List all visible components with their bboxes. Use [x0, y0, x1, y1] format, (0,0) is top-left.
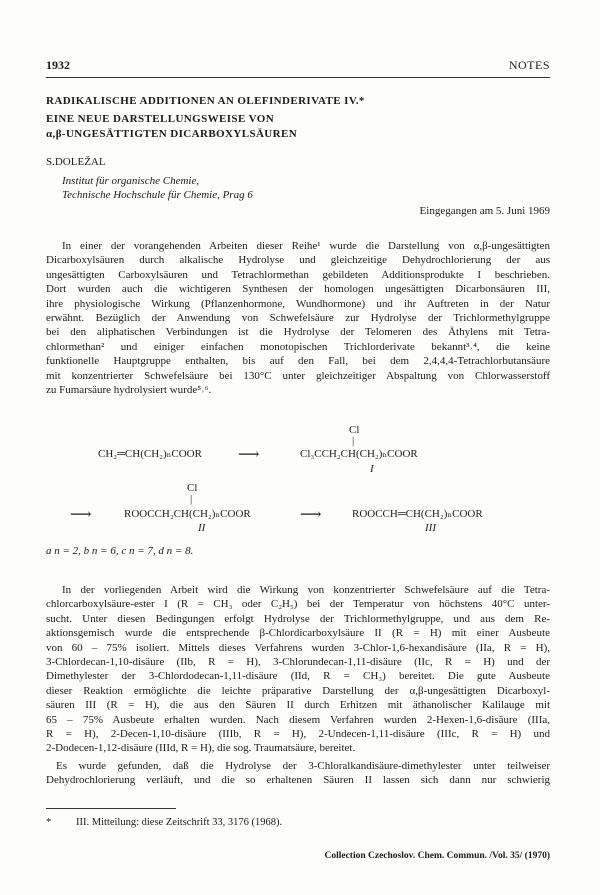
- product-II-formula: ROOCCH₂CH(CH₂)ₙCOOR: [124, 508, 251, 520]
- text-line: ungesättigten Carboxylsäuren und Tetrachlormethan gebildeten Additionsprodukte I beschrieben.: [46, 268, 550, 281]
- product-III-formula: ROOCCH═CH(CH₂)ₙCOOR: [352, 508, 483, 520]
- text-line: Es wurde gefunden, daß die Hydrolyse der 3-Chloralkandisäure-dimethylester unter teilweiser: [56, 760, 550, 772]
- paragraph-results: [46, 583, 550, 756]
- text-line: dieser Reaktion ermöglichte die leichte präparative Darstellung der α,β-ungesättigten Dicarboxyl-: [46, 684, 550, 697]
- footnote-rule: [46, 808, 176, 809]
- author: S.DOLEŽAL: [46, 156, 106, 168]
- text-line: R = H), 2-Decen-1,10-disäure (IIIb, R = H), 2-Undecen-1,11-disäure (IIIc, R = H) und: [46, 728, 550, 741]
- bond-line: |: [190, 493, 193, 505]
- article-title-line-3: α,β-UNGESÄTTIGTEN DICARBOXYLSÄUREN: [46, 128, 298, 140]
- text-line: 2-Dodecen-1,12-disäure (IIId, R = H), die sog. Traumatsäure, bereitet.: [46, 742, 356, 755]
- reaction-arrow: ⟶: [70, 507, 92, 523]
- compound-label-III: III: [425, 522, 436, 534]
- text-line: In einer der vorangehenden Arbeiten dieser Reihe¹ wurde die Darstellung von α,β-ungesättigten: [62, 240, 550, 252]
- chlorine-label: Cl: [349, 424, 360, 436]
- received-date: Eingegangen am 5. Juni 1969: [419, 205, 550, 217]
- compound-label-II: II: [198, 522, 206, 534]
- text-line: Dort wurden auch die wichtigeren Synthesen der homologen ungesättigten Dicarbonsäuren III,: [46, 283, 550, 296]
- paragraph-hydrolysis: [46, 759, 550, 788]
- article-title-line-2: EINE NEUE DARSTELLUNGSWEISE VON: [46, 113, 275, 125]
- text-line: aktionsgemisch wurde die entsprechende β-Chlordicarboxylsäure II (R = H) mit einer Ausbeute: [46, 627, 550, 640]
- paragraph-intro: [46, 239, 550, 397]
- scheme-legend: a n = 2, b n = 6, c n = 7, d n = 8.: [46, 545, 194, 557]
- text-line: 3-Chlordecan-1,10-disäure (IIb, R = H), 3-Chlorundecan-1,11-disäure (IIc, R = H) und der: [46, 656, 550, 669]
- page-number: 1932: [46, 58, 70, 72]
- text-line: bei den aliphatischen Verbindungen ist die Hydrolyse der Telomeren des Äthylens mit Tetra-: [46, 326, 550, 339]
- section-label: NOTES: [508, 58, 550, 72]
- text-line: chlormethan² und einiger einfachen monotopischen Trichlorderivate bekannt³˒⁴, die keine: [46, 340, 550, 353]
- text-line: von 60 – 75% isoliert. Mittels dieses Verfahrens wurden 3-Chlor-1,6-hexandisäure (IIa, R = H),: [46, 641, 550, 654]
- journal-footer: Collection Czechoslov. Chem. Commun. /Vol. 35/ (1970): [324, 851, 550, 861]
- reaction-arrow: ⟶: [300, 507, 322, 523]
- footnote-text: III. Mitteilung: diese Zeitschrift 33, 3176 (1968).: [76, 817, 283, 828]
- affiliation-line-2: Technische Hochschule für Chemie, Prag 6: [62, 189, 253, 201]
- chlorine-label: Cl: [187, 482, 198, 494]
- text-line: 65 – 75% Ausbeute erhalten wurden. Nach diesem Verfahren wurden 2-Hexen-1,6-disäure (IIIa,: [46, 713, 550, 726]
- text-line: Dimethylester der 3-Chlordodecan-1,11-disäure (IId, R = CH₃) bereitet. Die gute Ausbeute: [46, 670, 550, 683]
- footnote-mark: *: [46, 817, 52, 828]
- text-line: mit konzentrierter Schwefelsäure bei 130°C unter gleichzeitiger Abspaltung von Chlorwasserstoff: [46, 369, 550, 382]
- text-line: funktionelle Hauptgruppe enthalten, bis auf den Fall, bei dem 2,4,4,4-Tetrachlorbutansäure: [46, 355, 550, 368]
- text-line: zu Fumarsäure hydrolysiert wurde⁵˒⁶.: [46, 384, 212, 397]
- compound-label-I: I: [370, 463, 374, 475]
- text-line: ihre physiologische Wirkung (Pflanzenhormone, Wundhormone) und ihr Auftreten in der Natur: [46, 297, 550, 310]
- bond-line: |: [352, 435, 355, 447]
- text-line: säuren III (R = H), die aus den Säuren II durch Erhitzen mit äthanolischer Kalilauge mit: [46, 699, 550, 712]
- text-line: chlorcarboxylsäure-ester I (R = CH₃ oder C₂H₅) bei der Temperatur von höchstens 40°C unter-: [46, 598, 550, 611]
- reaction-arrow: ⟶: [238, 447, 260, 463]
- text-line: Dehydrochlorierung verläuft, und die so erhaltenen Säuren II lassen sich dann nur schwierig: [46, 774, 550, 787]
- article-title-line-1: RADIKALISCHE ADDITIONEN AN OLEFINDERIVATE IV.*: [46, 95, 365, 107]
- header-rule: [46, 77, 550, 78]
- reactant-formula: CH₂═CH(CH₂)ₙCOOR: [98, 448, 202, 460]
- text-line: Dicarboxylsäuren durch alkalische Hydrolyse und gleichzeitige Dehydrochlorierung der aus: [46, 254, 550, 267]
- text-line: In der vorliegenden Arbeit wird die Wirkung von konzentrierter Schwefelsäure auf die Tetra-: [62, 584, 550, 596]
- affiliation-line-1: Institut für organische Chemie,: [62, 175, 200, 187]
- text-line: erwähnt. Bezüglich der Anwendung von Schwefelsäure zur Hydrolyse der Trichlormethylgruppe: [46, 312, 550, 325]
- text-line: sucht. Unter diesen Bedingungen erfolgt Hydrolyse der Trichlormethylgruppe, und aus dem Re-: [46, 612, 550, 625]
- product-I-formula: Cl₃CCH₂CH(CH₂)ₙCOOR: [300, 448, 418, 460]
